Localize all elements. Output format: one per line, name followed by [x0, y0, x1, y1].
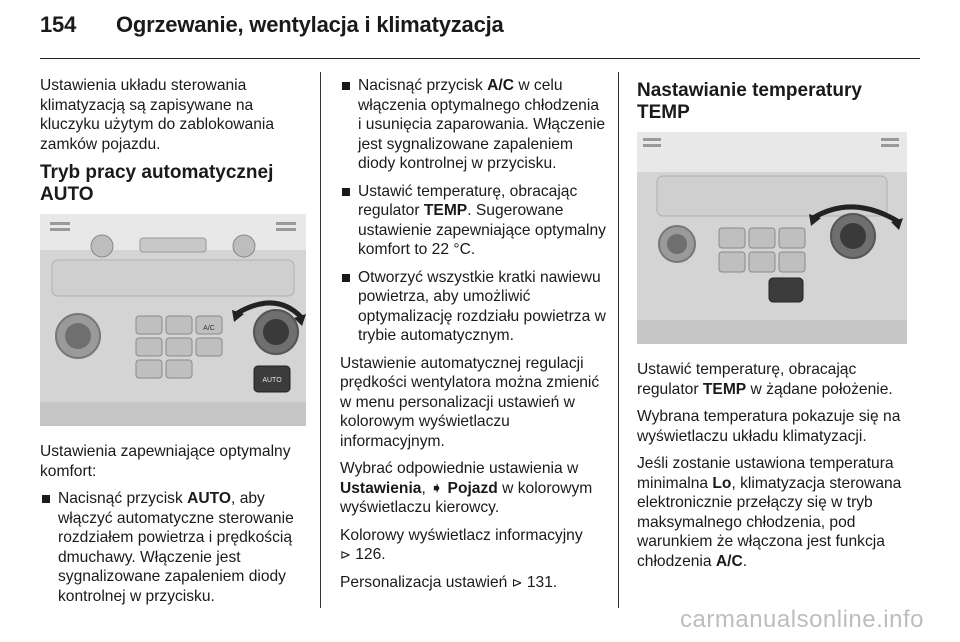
page-ref-link[interactable]: 131. [522, 573, 558, 591]
ac-button-label: A/C [203, 325, 215, 332]
column-1 [40, 76, 306, 614]
column-divider [320, 72, 321, 608]
comfort-intro: Ustawienia zapewniające optymalny komfort: [40, 443, 291, 480]
arrow-icon: ➧ [430, 479, 444, 497]
settings-paragraph: Wybrać odpowiednie ustawienia w Ustawienia, ➧ Pojazd w kolorowym wyświetlaczu kierowcy. [340, 460, 593, 516]
header-rule [40, 58, 920, 59]
section-heading-temp: Nastawianie temperatury TEMP [637, 80, 862, 123]
bullet-ac: Nacisnąć przycisk A/C w celu włączenia optymalnego chłodzenia i usunięcia zaparowania. Włączenie jest sygnalizowane zapaleniem diody kontrolnej w przycisku. [340, 76, 606, 174]
bullet-temp: Ustawić temperaturę, obracając regulator TEMP. Sugerowane ustawienie zapewniające optymalny komfort to 22 °C. [340, 182, 606, 260]
column-2 [340, 76, 606, 600]
page-ref-icon: ⊳ [511, 574, 523, 590]
climate-panel-temp-figure [637, 132, 907, 344]
column-divider [618, 72, 619, 608]
set-temp-paragraph: Ustawić temperaturę, obracając regulator TEMP w żądane położenie. [637, 361, 893, 398]
bullet-square [342, 82, 350, 90]
page-ref-link[interactable]: 126. [350, 546, 386, 563]
climate-panel-auto-figure [40, 214, 306, 426]
info-display-ref: Kolorowy wyświetlacz informacyjny ⊳ 126. [340, 526, 583, 563]
page-ref-icon: ⊳ [340, 547, 351, 562]
bullet-square [342, 274, 350, 282]
display-paragraph: Wybrana temperatura pokazuje się na wyświetlaczu układu klimatyzacji. [637, 408, 901, 445]
watermark: carmanualsonline.info [680, 606, 924, 633]
fan-speed-paragraph: Ustawienie automatycznej regulacji prędkości wentylatora można zmienić w menu personalizacji ustawień w kolorowym wyświetlaczu informacyjnym. [340, 354, 600, 450]
page-number: 154 [40, 12, 77, 37]
personalization-ref: Personalizacja ustawień ⊳ 131. [340, 573, 558, 591]
min-temp-paragraph: Jeśli zostanie ustawiona temperatura minimalna Lo, klimatyzacja sterowana elektronicznie przełączy się w tryb maksymalnego chłodzenia, pod warunkiem że włączona jest funkcja chłodzenia A/C. [637, 455, 902, 570]
intro-paragraph: Ustawienia układu sterowania klimatyzacją są zapisywane na kluczyku użytym do zablokowania zamków pojazdu. [40, 77, 275, 153]
bullet-square [42, 495, 50, 503]
auto-button-label: AUTO [262, 377, 282, 384]
bullet-auto: Nacisnąć przycisk AUTO, aby włączyć automatyczne sterowanie rozdziałem powietrza i prędkością dmuchawy. Włączenie jest sygnalizowane zapaleniem diody kontrolnej w przycisku. [40, 489, 306, 606]
bullet-square [342, 188, 350, 196]
section-heading-auto: Tryb pracy automatycznej AUTO [40, 162, 274, 205]
bullet-vents: Otworzyć wszystkie kratki nawiewu powietrza, aby umożliwić optymalizację rozdziału powietrza w trybie automatycznym. [340, 268, 606, 346]
page-title: Ogrzewanie, wentylacja i klimatyzacja [116, 12, 504, 37]
column-3 [637, 76, 907, 579]
page-header [40, 12, 504, 38]
